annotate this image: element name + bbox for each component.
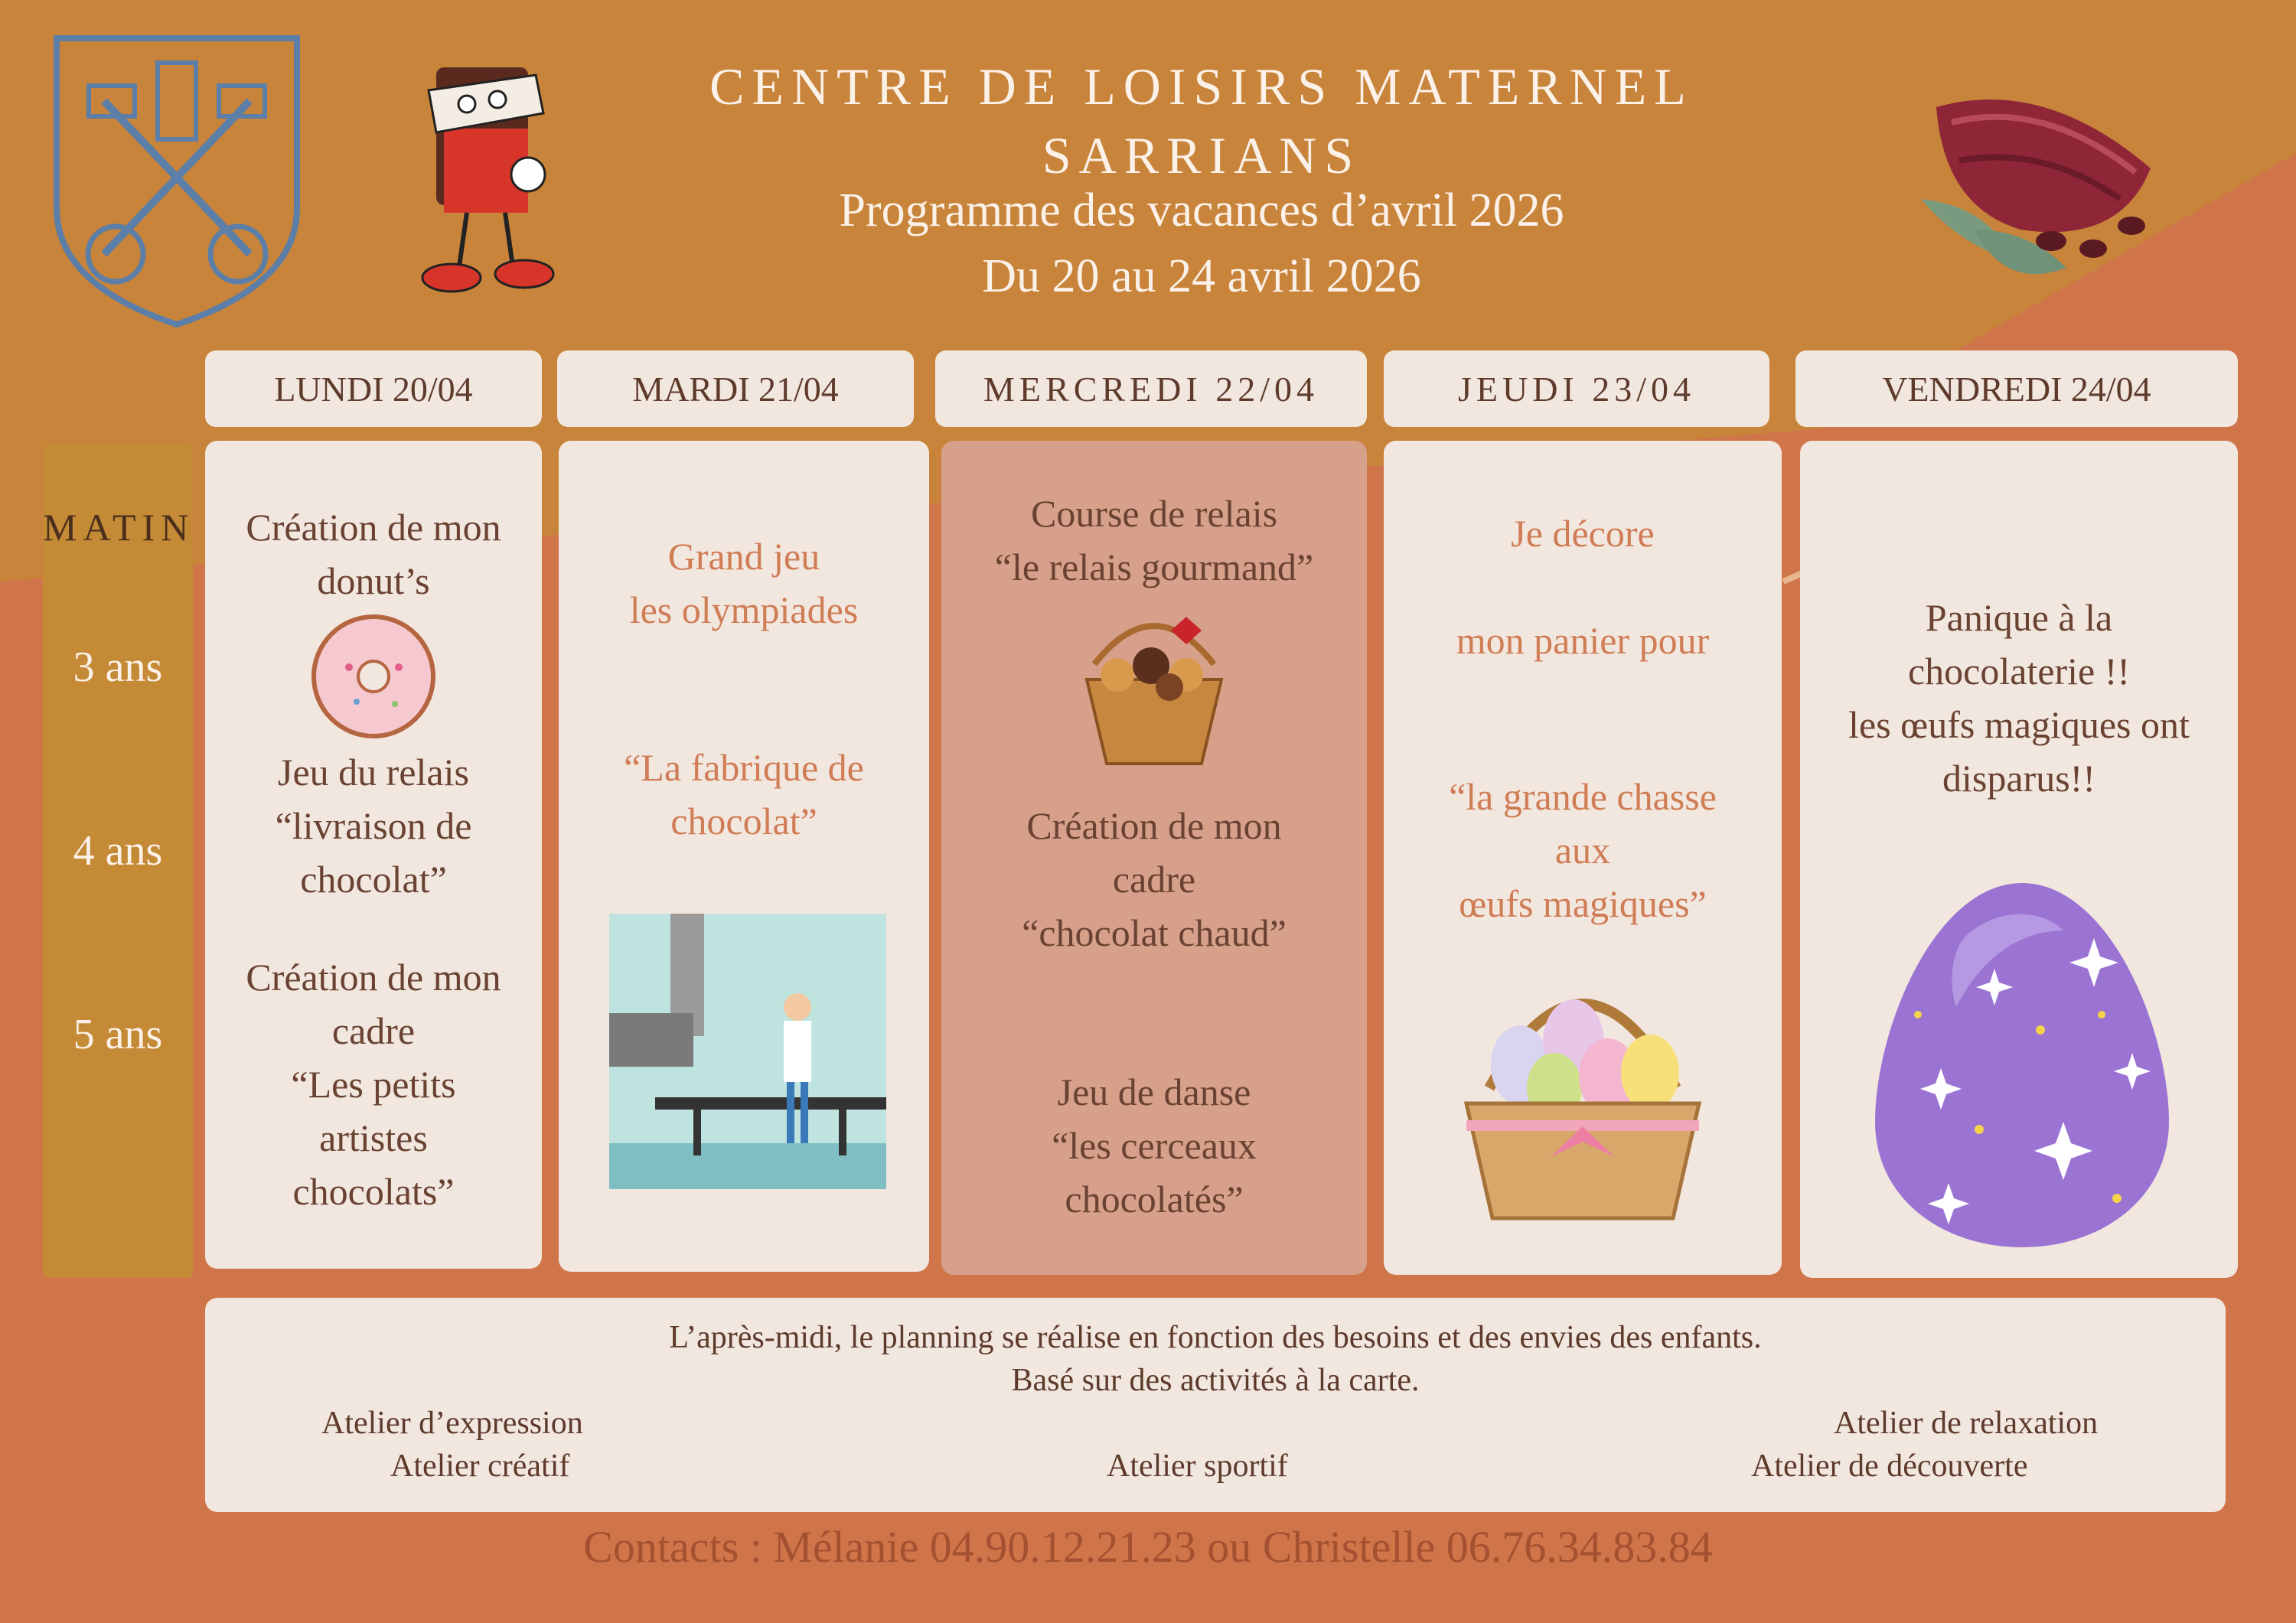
lundi-activity-3-line3: “Les petits — [291, 1063, 456, 1106]
lundi-activity-2-line3: chocolat” — [300, 858, 447, 901]
jeudi-activity-2-line2: aux — [1554, 829, 1611, 872]
cocoa-pod-icon — [1890, 77, 2166, 298]
mercredi-activity-1-line1: Course de relais — [1030, 492, 1278, 535]
vendredi-activity-line1: Panique à la — [1925, 596, 2113, 639]
vendredi-column — [1800, 441, 2238, 1278]
mercredi-column — [941, 441, 1367, 1275]
day-header-mercredi: MERCREDI 22/04 — [935, 350, 1367, 427]
vendredi-activity-line4: disparus!! — [1942, 757, 2095, 800]
contact-info: Contacts : Mélanie 04.90.12.21.23 ou Christelle 06.76.34.83.84 — [583, 1522, 1713, 1572]
atelier-creatif: Atelier créatif — [390, 1449, 570, 1484]
lundi-activity-3-line2: cadre — [331, 1009, 416, 1052]
mercredi-activity-3-line2: “les cerceaux — [1052, 1124, 1257, 1167]
mardi-activity-2-line1: “La fabrique de — [624, 746, 864, 789]
morning-label: MATIN — [43, 506, 195, 549]
lundi-column — [205, 441, 542, 1269]
easter-egg-basket-icon — [1459, 950, 1707, 1226]
jeudi-activity-1-line2: mon panier pour — [1456, 619, 1710, 662]
mardi-activity-2-line2: chocolat” — [670, 800, 817, 842]
coat-of-arms-logo — [51, 32, 303, 331]
page-subtitle: Programme des vacances d’avril 2026 — [839, 184, 1564, 236]
mercredi-activity-3-line3: chocolatés” — [1065, 1178, 1244, 1221]
jeudi-activity-2-line3: œufs magiques” — [1459, 882, 1707, 925]
jeudi-activity-2-line1: “la grande chasse — [1449, 775, 1717, 818]
age-3: 3 ans — [73, 644, 163, 691]
atelier-decouverte: Atelier de découverte — [1751, 1449, 2028, 1484]
age-4: 4 ans — [73, 827, 163, 875]
cookie-basket-icon — [1071, 611, 1237, 770]
afternoon-line1: L’après-midi, le planning se réalise en fonction des besoins et des envies des enfants. — [669, 1320, 1762, 1355]
lundi-activity-3-line5: chocolats” — [292, 1170, 455, 1213]
morning-age-sidebar — [43, 444, 193, 1278]
mercredi-activity-3-line1: Jeu de danse — [1057, 1071, 1251, 1113]
lundi-activity-1-line2: donut’s — [317, 559, 430, 602]
mardi-column — [559, 441, 929, 1272]
mercredi-activity-1-line2: “le relais gourmand” — [994, 546, 1314, 588]
vendredi-activity-line2: chocolaterie !! — [1907, 650, 2131, 693]
age-5: 5 ans — [73, 1011, 163, 1058]
lundi-activity-2-line2: “livraison de — [275, 804, 472, 847]
atelier-relaxation: Atelier de relaxation — [1834, 1406, 2099, 1441]
magic-egg-icon — [1872, 877, 2172, 1252]
lundi-activity-3-line1: Création de mon — [246, 956, 501, 999]
day-header-lundi: LUNDI 20/04 — [205, 350, 542, 427]
mardi-activity-1-line1: Grand jeu — [667, 535, 820, 578]
day-header-jeudi: JEUDI 23/04 — [1384, 350, 1769, 427]
mercredi-activity-2-line3: “chocolat chaud” — [1022, 911, 1287, 954]
atelier-expression: Atelier d’expression — [321, 1406, 583, 1441]
afternoon-info-box — [205, 1298, 2226, 1512]
afternoon-line2: Basé sur des activités à la carte. — [1011, 1363, 1420, 1398]
lundi-activity-1-line1: Création de mon — [246, 506, 501, 549]
day-header-vendredi: VENDREDI 24/04 — [1795, 350, 2238, 427]
mercredi-activity-2-line1: Création de mon — [1026, 804, 1282, 847]
mercredi-activity-2-line2: cadre — [1112, 858, 1196, 901]
date-range: Du 20 au 24 avril 2026 — [982, 250, 1421, 302]
page-title-line1: CENTRE DE LOISIRS MATERNEL — [709, 57, 1694, 116]
lundi-activity-3-line4: artistes — [319, 1116, 428, 1159]
mardi-activity-1-line2: les olympiades — [629, 588, 859, 631]
atelier-sportif: Atelier sportif — [1107, 1449, 1288, 1484]
jeudi-column — [1384, 441, 1782, 1275]
lundi-activity-2-line1: Jeu du relais — [278, 751, 469, 794]
donut-icon — [311, 614, 436, 739]
chocolate-bar-mascot-icon — [413, 60, 566, 297]
jeudi-activity-1-line1: Je décore — [1511, 512, 1655, 555]
chocolate-factory-illustration — [609, 914, 886, 1189]
page-title-line2: SARRIANS — [1042, 126, 1362, 184]
vendredi-activity-line3: les œufs magiques ont — [1848, 703, 2190, 746]
day-header-mardi: MARDI 21/04 — [557, 350, 914, 427]
